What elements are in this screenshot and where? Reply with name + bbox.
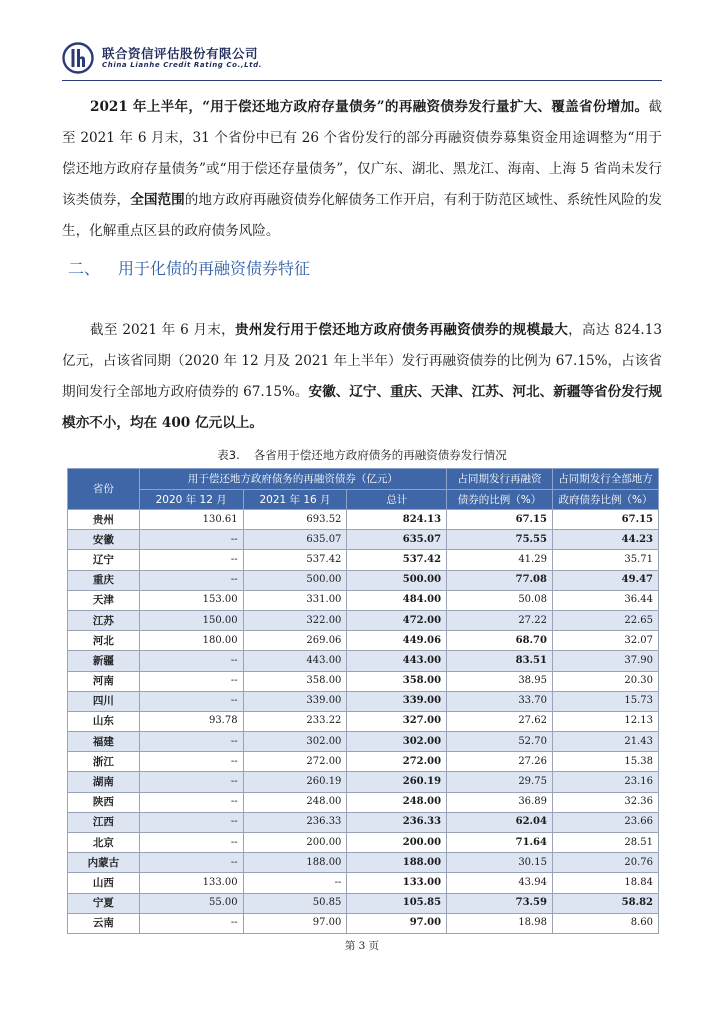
cell-province: 北京 (68, 833, 140, 853)
table-row (68, 812, 659, 832)
table-row (68, 530, 659, 550)
cell-jun2021: 272.00 (243, 752, 347, 772)
paragraph-bold-phrase: 贵州发行用于偿还地方政府债务再融资债券的规模最大 (234, 322, 569, 338)
cell-dec2020: -- (139, 913, 243, 933)
cell-share-all: 18.84 (552, 873, 658, 893)
cell-share-refi: 27.22 (447, 610, 553, 630)
header-bond-group: 用于偿还地方政府债务的再融资债券（亿元） (139, 469, 446, 490)
cell-dec2020: -- (139, 853, 243, 873)
cell-jun2021: 302.00 (243, 732, 347, 752)
cell-share-all: 32.36 (552, 792, 658, 812)
cell-total: 500.00 (347, 570, 447, 590)
cell-jun2021: 500.00 (243, 570, 347, 590)
cell-total: 537.42 (347, 550, 447, 570)
cell-jun2021: 248.00 (243, 792, 347, 812)
section-heading (68, 256, 310, 279)
cell-jun2021: 537.42 (243, 550, 347, 570)
page-number: 第 3 页 (344, 940, 380, 952)
cell-share-all: 15.38 (552, 752, 658, 772)
cell-share-all: 22.65 (552, 610, 658, 630)
cell-dec2020: 93.78 (139, 711, 243, 731)
cell-share-refi: 52.70 (447, 732, 553, 752)
cell-share-refi: 83.51 (447, 651, 553, 671)
table-row (68, 671, 659, 691)
cell-total: 97.00 (347, 913, 447, 933)
table-row (68, 610, 659, 630)
cell-share-refi: 27.26 (447, 752, 553, 772)
cell-province: 内蒙古 (68, 853, 140, 873)
cell-province: 江苏 (68, 610, 140, 630)
cell-total: 272.00 (347, 752, 447, 772)
cell-dec2020: -- (139, 570, 243, 590)
cell-total: 443.00 (347, 651, 447, 671)
cell-share-all: 67.15 (552, 510, 658, 530)
cell-jun2021: 635.07 (243, 530, 347, 550)
cell-jun2021: 200.00 (243, 833, 347, 853)
cell-total: 339.00 (347, 691, 447, 711)
cell-total: 236.33 (347, 812, 447, 832)
cell-dec2020: -- (139, 550, 243, 570)
cell-dec2020: -- (139, 530, 243, 550)
paragraph-text: 截至 2021 年 6 月末，31 个省份中已有 26 个省份发行的部分再融资债券募集资金用途调整为“用于偿还地方政府存量债务”或“用于偿还存量债务”，仅广东、湖北、黑龙江、海南、上海 5 省尚未发行该类债券， (62, 99, 662, 208)
cell-jun2021: 188.00 (243, 853, 347, 873)
cell-share-all: 32.07 (552, 631, 658, 651)
table-row (68, 772, 659, 792)
cell-total: 105.85 (347, 893, 447, 913)
table-body (68, 510, 659, 934)
cell-share-refi: 36.89 (447, 792, 553, 812)
cell-total: 327.00 (347, 711, 447, 731)
table-caption-title: 各省用于偿还地方政府债务的再融资债券发行情况 (253, 448, 507, 462)
header-dec2020: 2020 年 12 月 (139, 490, 243, 510)
cell-total: 248.00 (347, 792, 447, 812)
cell-province: 山东 (68, 711, 140, 731)
cell-dec2020: -- (139, 772, 243, 792)
cell-share-all: 49.47 (552, 570, 658, 590)
cell-dec2020: -- (139, 833, 243, 853)
company-name-en: China Lianhe Credit Rating Co.,Ltd. (102, 61, 262, 69)
cell-dec2020: 133.00 (139, 873, 243, 893)
header-share-all-line2: 政府债券比例（%） (552, 490, 658, 510)
cell-share-all: 37.90 (552, 651, 658, 671)
table-caption (0, 447, 724, 463)
table-row (68, 873, 659, 893)
table-row (68, 853, 659, 873)
paragraph-text: 截至 2021 年 6 月末， (90, 322, 235, 338)
cell-province: 安徽 (68, 530, 140, 550)
table-row (68, 590, 659, 610)
header-divider (62, 80, 662, 81)
cell-total: 635.07 (347, 530, 447, 550)
cell-jun2021: -- (243, 873, 347, 893)
company-logo-icon (62, 42, 94, 74)
cell-total: 188.00 (347, 853, 447, 873)
table-row (68, 792, 659, 812)
paragraph-issuance-expansion (62, 92, 662, 247)
paragraph-guizhou-scale (62, 315, 662, 439)
table-row (68, 752, 659, 772)
cell-share-all: 28.51 (552, 833, 658, 853)
header-share-refi: 占同期发行再融资 (447, 469, 553, 490)
table-row (68, 570, 659, 590)
cell-province: 宁夏 (68, 893, 140, 913)
cell-province: 重庆 (68, 570, 140, 590)
cell-province: 山西 (68, 873, 140, 893)
cell-province: 云南 (68, 913, 140, 933)
table-row (68, 893, 659, 913)
cell-jun2021: 269.06 (243, 631, 347, 651)
cell-total: 358.00 (347, 671, 447, 691)
cell-share-refi: 77.08 (447, 570, 553, 590)
cell-jun2021: 331.00 (243, 590, 347, 610)
cell-dec2020: 153.00 (139, 590, 243, 610)
cell-province: 河南 (68, 671, 140, 691)
cell-share-refi: 67.15 (447, 510, 553, 530)
cell-total: 260.19 (347, 772, 447, 792)
table-row (68, 691, 659, 711)
cell-dec2020: -- (139, 752, 243, 772)
cell-jun2021: 443.00 (243, 651, 347, 671)
cell-province: 浙江 (68, 752, 140, 772)
cell-total: 472.00 (347, 610, 447, 630)
cell-dec2020: 180.00 (139, 631, 243, 651)
table-row (68, 833, 659, 853)
company-name-cn: 联合资信评估股份有限公司 (102, 46, 259, 61)
cell-share-refi: 29.75 (447, 772, 553, 792)
cell-jun2021: 358.00 (243, 671, 347, 691)
cell-province: 天津 (68, 590, 140, 610)
cell-share-refi: 41.29 (447, 550, 553, 570)
cell-share-all: 15.73 (552, 691, 658, 711)
table-row (68, 913, 659, 933)
table-row (68, 550, 659, 570)
cell-dec2020: -- (139, 691, 243, 711)
section-number: 二、 (68, 259, 101, 278)
cell-share-all: 44.23 (552, 530, 658, 550)
cell-jun2021: 236.33 (243, 812, 347, 832)
cell-share-refi: 33.70 (447, 691, 553, 711)
cell-share-refi: 43.94 (447, 873, 553, 893)
header-jun2021: 2021 年 16 月 (243, 490, 347, 510)
cell-jun2021: 97.00 (243, 913, 347, 933)
header-province: 省份 (68, 469, 140, 510)
cell-share-all: 35.71 (552, 550, 658, 570)
cell-total: 449.06 (347, 631, 447, 651)
table-row (68, 510, 659, 530)
cell-province: 贵州 (68, 510, 140, 530)
cell-dec2020: 130.61 (139, 510, 243, 530)
cell-share-refi: 75.55 (447, 530, 553, 550)
cell-share-all: 23.16 (552, 772, 658, 792)
cell-province: 四川 (68, 691, 140, 711)
cell-jun2021: 260.19 (243, 772, 347, 792)
cell-jun2021: 322.00 (243, 610, 347, 630)
cell-province: 河北 (68, 631, 140, 651)
cell-share-refi: 68.70 (447, 631, 553, 651)
section-title-text: 用于化债的再融资债券特征 (118, 259, 311, 278)
paragraph-bold-phrase: 全国范围 (130, 192, 185, 208)
cell-share-refi: 62.04 (447, 812, 553, 832)
cell-share-all: 20.76 (552, 853, 658, 873)
cell-share-refi: 30.15 (447, 853, 553, 873)
cell-province: 湖南 (68, 772, 140, 792)
cell-dec2020: -- (139, 812, 243, 832)
cell-jun2021: 339.00 (243, 691, 347, 711)
cell-total: 824.13 (347, 510, 447, 530)
cell-share-refi: 27.62 (447, 711, 553, 731)
cell-share-all: 20.30 (552, 671, 658, 691)
cell-share-refi: 50.08 (447, 590, 553, 610)
cell-jun2021: 50.85 (243, 893, 347, 913)
cell-jun2021: 693.52 (243, 510, 347, 530)
cell-dec2020: 55.00 (139, 893, 243, 913)
cell-province: 新疆 (68, 651, 140, 671)
cell-dec2020: 150.00 (139, 610, 243, 630)
cell-jun2021: 233.22 (243, 711, 347, 731)
cell-province: 福建 (68, 732, 140, 752)
cell-share-refi: 71.64 (447, 833, 553, 853)
table-row (68, 732, 659, 752)
header-total: 总计 (347, 490, 447, 510)
cell-share-refi: 38.95 (447, 671, 553, 691)
paragraph-bold-lead: 2021 年上半年，“用于偿还地方政府存量债务”的再融资债券发行量扩大、覆盖省份增加。 (90, 99, 649, 115)
cell-dec2020: -- (139, 651, 243, 671)
paragraph-text: 的地方政府再融资债券化解债务工作开启，有利于防范区域性、系统性风险的发生，化解重点区县的政府债务风险。 (62, 192, 663, 239)
cell-share-all: 8.60 (552, 913, 658, 933)
refinancing-bond-table (67, 468, 659, 934)
cell-total: 302.00 (347, 732, 447, 752)
cell-total: 484.00 (347, 590, 447, 610)
cell-dec2020: -- (139, 732, 243, 752)
table-caption-label: 表3. (217, 448, 240, 462)
cell-share-all: 58.82 (552, 893, 658, 913)
header-share-all: 占同期发行全部地方 (552, 469, 658, 490)
paragraph-bold-phrase: 安徽、辽宁、重庆、天津、江苏、河北、新疆等省份发行规模亦不小，均在 400 亿元以上。 (62, 384, 663, 431)
cell-share-all: 36.44 (552, 590, 658, 610)
cell-dec2020: -- (139, 792, 243, 812)
paragraph-text: ，高达 824.13 亿元，占该省同期（2020 年 12 月及 2021 年上半年）发行再融资债券的比例为 67.15%，占该省期间发行全部地方政府债券的 67.15%。 (62, 322, 662, 400)
table-row (68, 711, 659, 731)
cell-share-all: 21.43 (552, 732, 658, 752)
cell-share-refi: 18.98 (447, 913, 553, 933)
cell-share-all: 12.13 (552, 711, 658, 731)
cell-province: 陕西 (68, 792, 140, 812)
cell-share-all: 23.66 (552, 812, 658, 832)
table-row (68, 651, 659, 671)
page-header (62, 42, 662, 78)
header-share-refi-line2: 债券的比例（%） (447, 490, 553, 510)
cell-share-refi: 73.59 (447, 893, 553, 913)
table-row (68, 631, 659, 651)
cell-dec2020: -- (139, 671, 243, 691)
cell-total: 133.00 (347, 873, 447, 893)
cell-total: 200.00 (347, 833, 447, 853)
cell-province: 江西 (68, 812, 140, 832)
cell-province: 辽宁 (68, 550, 140, 570)
